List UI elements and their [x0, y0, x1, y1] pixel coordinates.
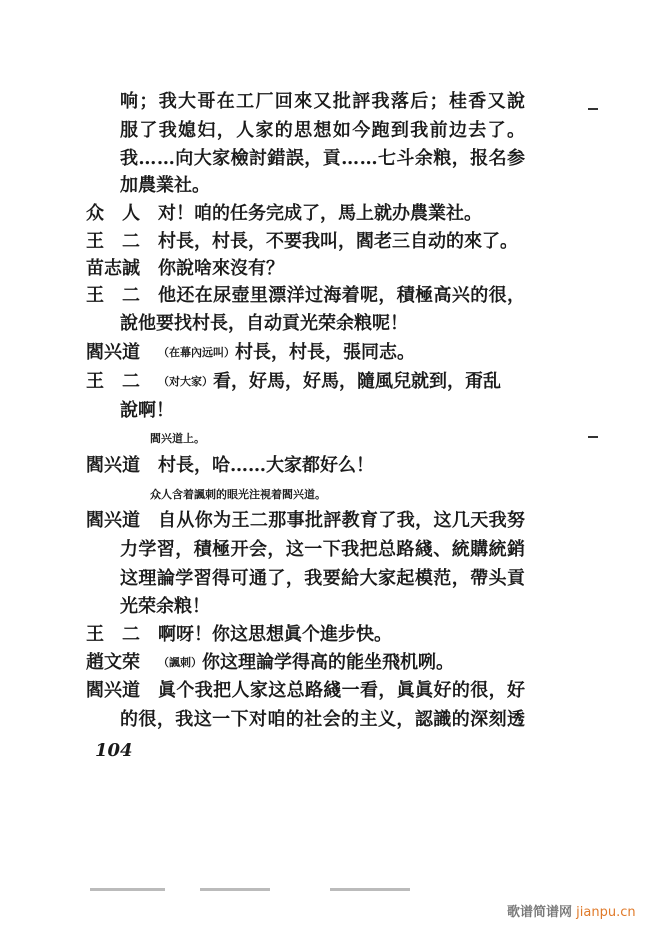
dialogue-text: [158, 341, 415, 365]
dialogue-line: [0, 708, 656, 732]
page-number: 104: [95, 740, 133, 761]
stage-direction: [0, 431, 656, 455]
dialogue-line: [0, 509, 656, 533]
scan-smudge: [330, 888, 410, 891]
dialogue-line: [0, 312, 656, 336]
dialogue-text: [120, 567, 525, 591]
speaker-name: 众 人: [86, 203, 140, 224]
dialogue-line: [0, 679, 656, 703]
dialogue-text: [120, 595, 210, 619]
scan-smudge: [90, 888, 165, 891]
dialogue-text: [158, 230, 518, 254]
dialogue-line: [0, 595, 656, 619]
dialogue-content: 啊呀！你这思想眞个進步快。: [158, 624, 392, 645]
dialogue-line: [0, 284, 656, 308]
dialogue-content: 眞个我把人家这总路綫一看，眞眞好的很，好: [158, 680, 526, 701]
dialogue-line: [0, 90, 656, 114]
stage-direction-text: 众人含着諷刺的眼光注視着閻兴道。: [150, 488, 326, 501]
dialogue-line: [0, 651, 656, 675]
speaker-name: 閻兴道: [86, 455, 140, 476]
speaker-name: 閻兴道: [86, 342, 140, 363]
dialogue-text: [120, 399, 174, 423]
parenthetical-direction: （对大家）: [158, 375, 213, 388]
dialogue-text: [158, 623, 392, 647]
speaker-name: 王 二: [86, 624, 140, 645]
dialogue-text: [158, 454, 374, 478]
stage-direction: [0, 487, 656, 511]
dialogue-text: [120, 538, 525, 562]
dialogue-text: [120, 147, 525, 171]
dialogue-text: [158, 284, 525, 308]
dialogue-content: 力学習，積極开会，这一下我把总路綫、統購統銷: [120, 539, 526, 560]
dialogue-content: 光荣余粮！: [120, 596, 210, 617]
dialogue-text: [158, 509, 525, 533]
dialogue-content: 村長，村長，張同志。: [235, 342, 415, 363]
dialogue-content: 这理論学習得可通了，我要給大家起模范，帶头貢: [120, 568, 526, 589]
dialogue-text: [158, 370, 501, 394]
speaker-name: 苗志誠: [86, 258, 140, 279]
dialogue-content: 你說啥來沒有？: [158, 258, 284, 279]
speaker-name: 王 二: [86, 371, 140, 392]
dialogue-line: [0, 538, 656, 562]
speaker-name: 王 二: [86, 285, 140, 306]
watermark: 歌谱简谱网 jianpu.cn: [507, 905, 636, 920]
speaker-name: 閻兴道: [86, 510, 140, 531]
dialogue-content: 的很，我这一下对咱的社会的主义，認識的深刻透: [120, 709, 526, 730]
dialogue-content: 服了我媳妇，人家的思想如今跑到我前边去了。: [120, 120, 527, 141]
dialogue-text: [158, 679, 525, 703]
dialogue-line: [0, 567, 656, 591]
dialogue-line: [0, 174, 656, 198]
dialogue-content: 說他要找村長，自动貢光荣余粮呢！: [120, 313, 408, 334]
dialogue-line: [0, 341, 656, 365]
stage-direction-text: 閻兴道上。: [150, 432, 205, 445]
parenthetical-direction: （在幕內远叫）: [158, 346, 235, 359]
dialogue-text: [120, 174, 210, 198]
dialogue-line: [0, 399, 656, 423]
dialogue-content: 他还在尿壺里漂洋过海着呢，積極高兴的很，: [158, 285, 526, 306]
dialogue-content: 响；我大哥在工厂回來又批評我落后；桂香又說: [120, 91, 527, 112]
scan-mark: [588, 436, 598, 438]
dialogue-content: 对！咱的任务完成了，馬上就办農業社。: [158, 203, 482, 224]
dialogue-line: [0, 370, 656, 394]
dialogue-text: [120, 90, 526, 114]
dialogue-content: 我……向大家檢討錯誤，貢……七斗余粮，报名参: [120, 148, 526, 169]
dialogue-text: [120, 708, 525, 732]
dialogue-content: 自从你为王二那事批評教育了我，这几天我努: [158, 510, 526, 531]
speaker-name: 閻兴道: [86, 680, 140, 701]
scan-mark: [588, 108, 598, 110]
dialogue-content: 說啊！: [120, 400, 174, 421]
dialogue-line: [0, 623, 656, 647]
dialogue-line: [0, 454, 656, 478]
dialogue-line: [0, 119, 656, 143]
dialogue-text: [120, 119, 526, 143]
dialogue-text: [120, 312, 408, 336]
dialogue-line: [0, 202, 656, 226]
speaker-name: 王 二: [86, 231, 140, 252]
dialogue-content: 看，好馬，好馬，隨風兒就到，甭乱: [213, 371, 501, 392]
dialogue-content: 加農業社。: [120, 175, 210, 196]
dialogue-line: [0, 230, 656, 254]
parenthetical-direction: （諷刺）: [158, 656, 202, 669]
dialogue-content: 你这理論学得高的能坐飛机咧。: [202, 652, 454, 673]
speaker-name: 趙文荣: [86, 652, 140, 673]
dialogue-text: [158, 257, 284, 281]
dialogue-text: [158, 651, 454, 675]
dialogue-content: 村長，村長，不要我叫，閻老三自动的來了。: [158, 231, 518, 252]
dialogue-text: [158, 202, 482, 226]
dialogue-content: 村長，哈……大家都好么！: [158, 455, 374, 476]
scan-smudge: [200, 888, 270, 891]
dialogue-line: [0, 257, 656, 281]
dialogue-line: [0, 147, 656, 171]
